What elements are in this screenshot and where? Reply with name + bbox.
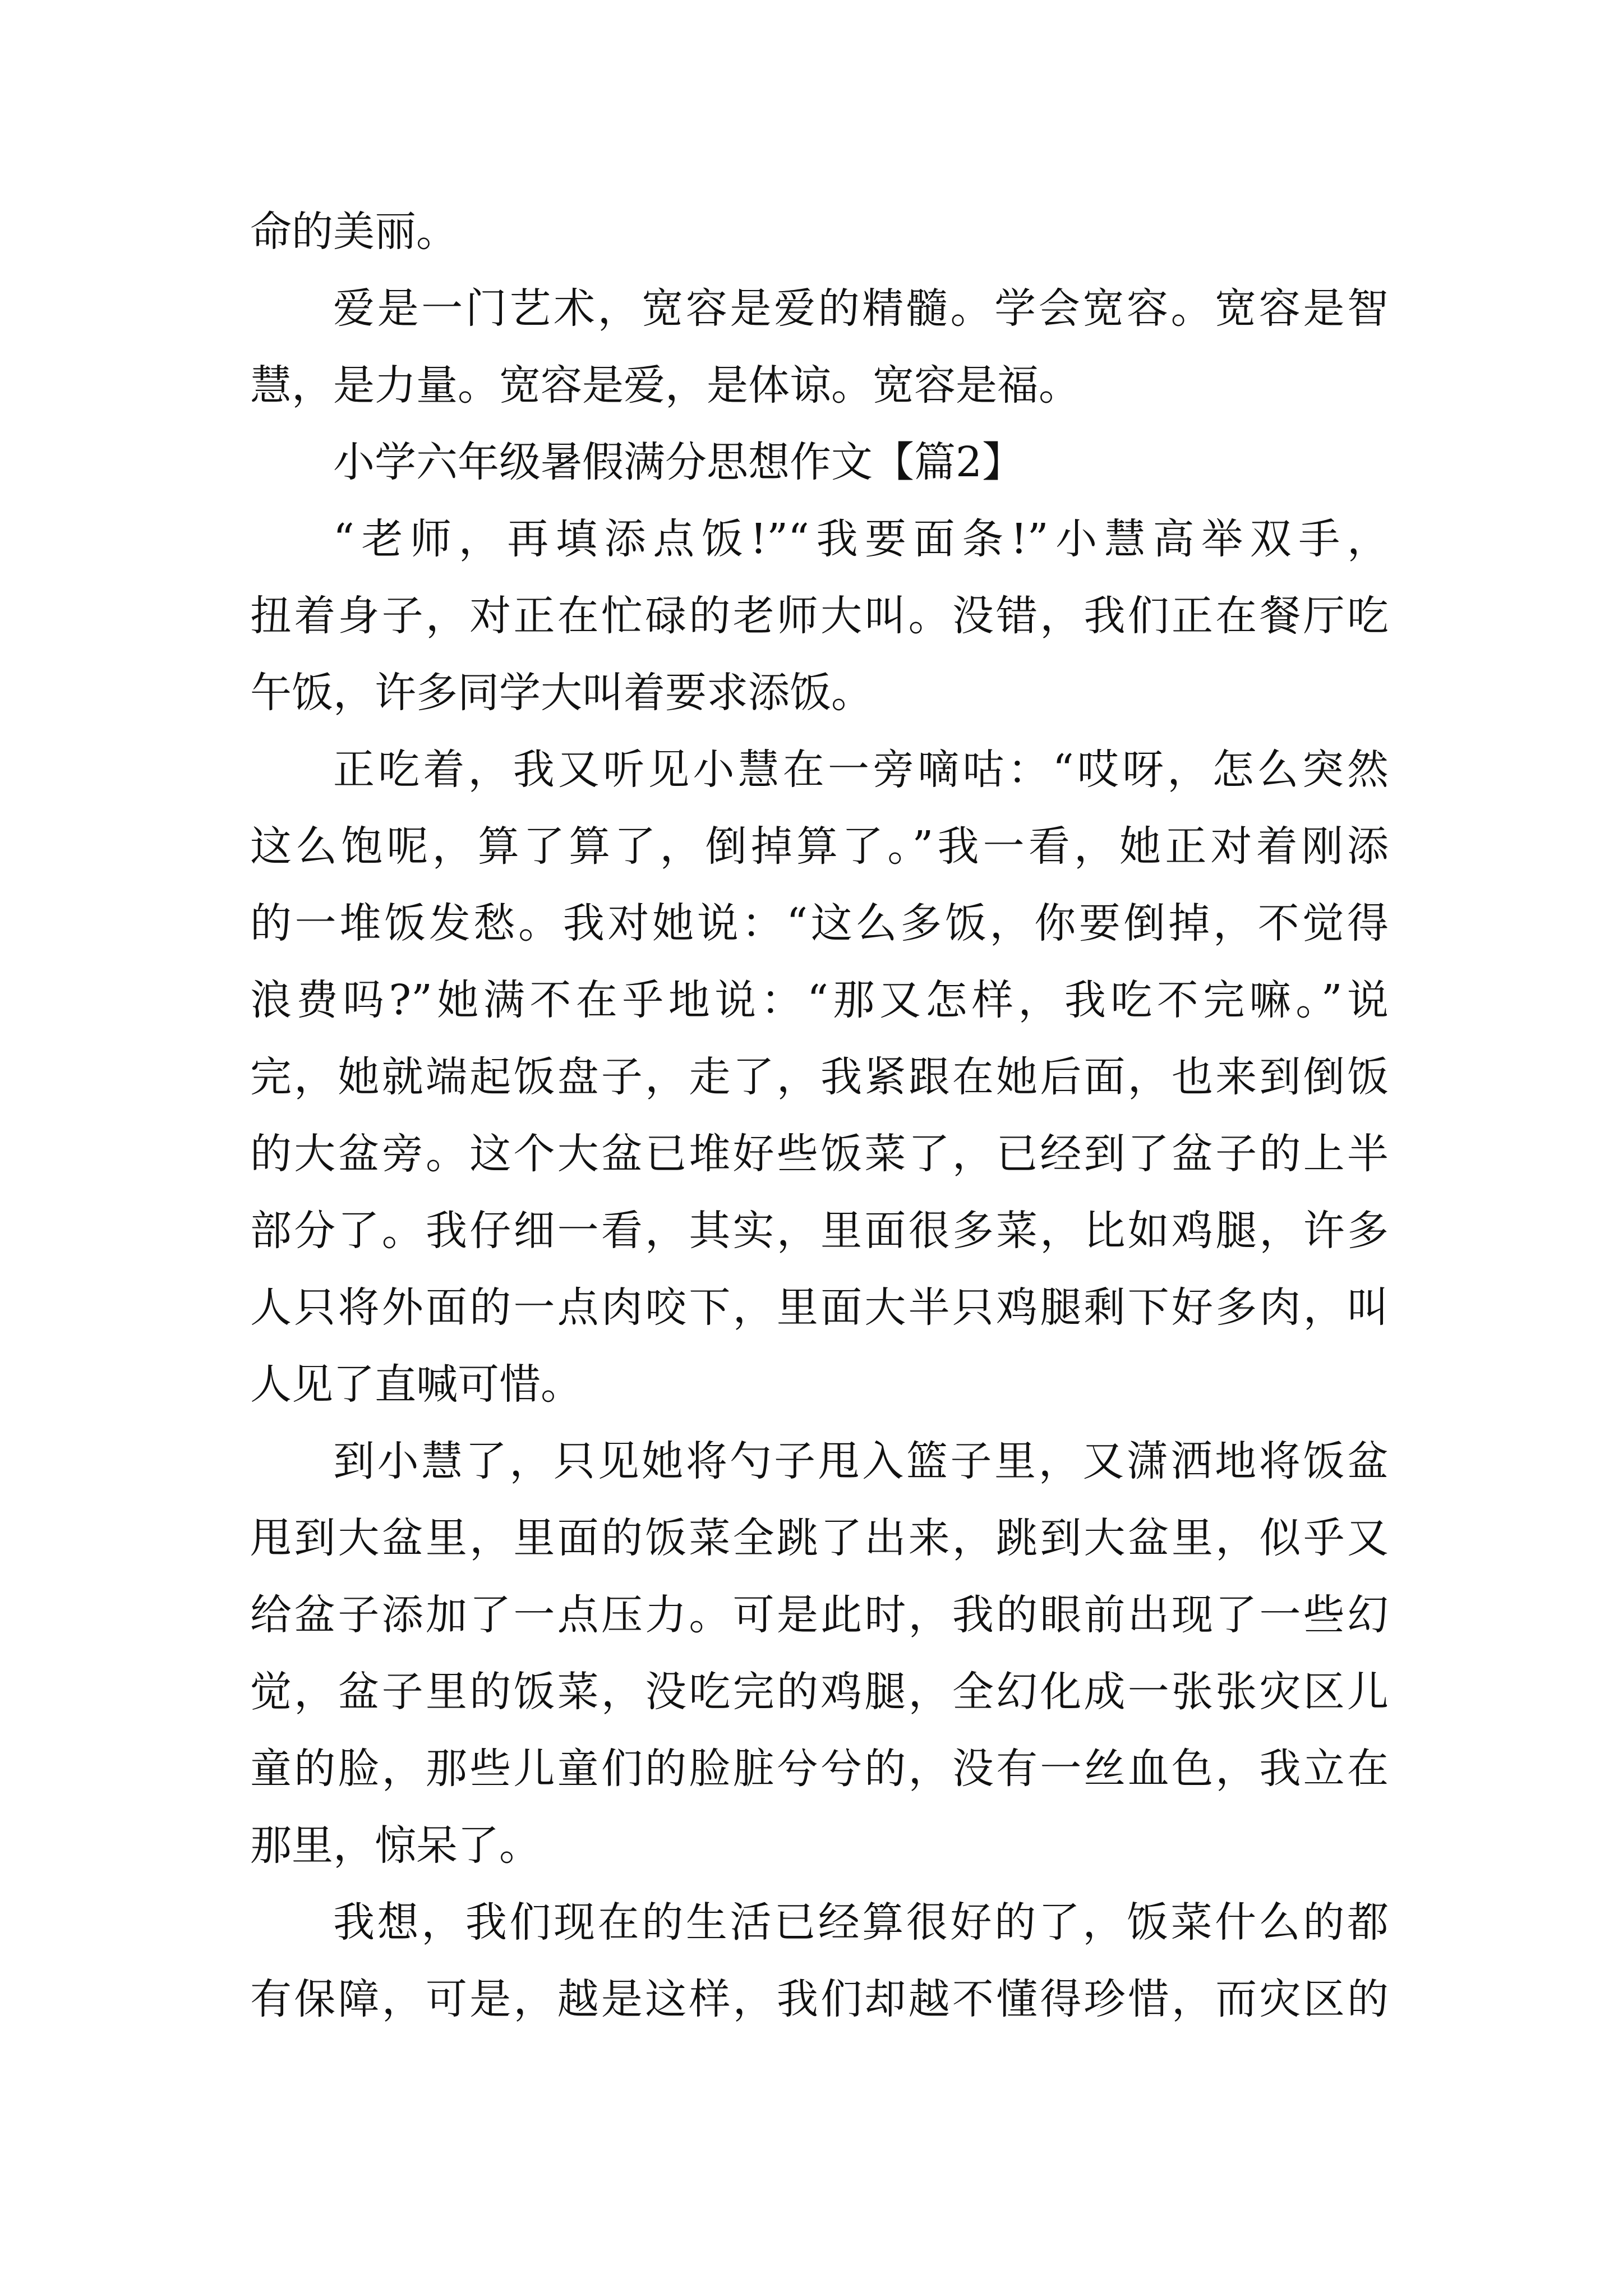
text-line: 正吃着，我又听见小慧在一旁嘀咕：“哎呀，怎么突然 <box>333 746 1389 794</box>
text-line: 的大盆旁。这个大盆已堆好些饭菜了，已经到了盆子的上半 <box>250 1130 1389 1178</box>
text-line: 浪费吗?”她满不在乎地说：“那又怎样，我吃不完嘛。”说 <box>250 976 1389 1024</box>
section-heading: 小学六年级暑假满分思想作文【篇2】 <box>333 438 1024 486</box>
text-line: 慧，是力量。宽容是爱，是体谅。宽容是福。 <box>250 361 1080 409</box>
text-line: 童的脸，那些儿童们的脸脏兮兮的，没有一丝血色，我立在 <box>250 1745 1389 1793</box>
text-line: 午饭，许多同学大叫着要求添饭。 <box>250 669 873 717</box>
text-line: 这么饱呢，算了算了，倒掉算了。”我一看，她正对着刚添 <box>250 822 1389 871</box>
text-line: 那里，惊呆了。 <box>250 1821 541 1870</box>
text-line: 完，她就端起饭盘子，走了，我紧跟在她后面，也来到倒饭 <box>250 1053 1389 1101</box>
text-line: 给盆子添加了一点压力。可是此时，我的眼前出现了一些幻 <box>250 1591 1389 1639</box>
text-line: 觉，盆子里的饭菜，没吃完的鸡腿，全幻化成一张张灾区儿 <box>250 1668 1389 1716</box>
text-line: 人见了直喊可惜。 <box>250 1360 582 1409</box>
text-line: 爱是一门艺术，宽容是爱的精髓。学会宽容。宽容是智 <box>333 284 1389 333</box>
text-line: 人只将外面的一点肉咬下，里面大半只鸡腿剩下好多肉，叫 <box>250 1283 1389 1332</box>
text-line: 命的美丽。 <box>250 208 458 256</box>
text-line: 有保障，可是，越是这样，我们却越不懂得珍惜，而灾区的 <box>250 1975 1389 2023</box>
text-line: 甩到大盆里，里面的饭菜全跳了出来，跳到大盆里，似乎又 <box>250 1514 1389 1562</box>
text-line: 的一堆饭发愁。我对她说：“这么多饭，你要倒掉，不觉得 <box>250 899 1389 947</box>
text-line: “老师，再填添点饭!”“我要面条!”小慧高举双手， <box>333 515 1389 563</box>
text-line: 我想，我们现在的生活已经算很好的了，饭菜什么的都 <box>333 1898 1389 1947</box>
essay-body <box>250 194 1389 2038</box>
text-line: 扭着身子，对正在忙碌的老师大叫。没错，我们正在餐厅吃 <box>250 592 1389 640</box>
text-line: 到小慧了，只见她将勺子甩入篮子里，又潇洒地将饭盆 <box>333 1437 1389 1485</box>
text-line: 部分了。我仔细一看，其实，里面很多菜，比如鸡腿，许多 <box>250 1207 1389 1255</box>
